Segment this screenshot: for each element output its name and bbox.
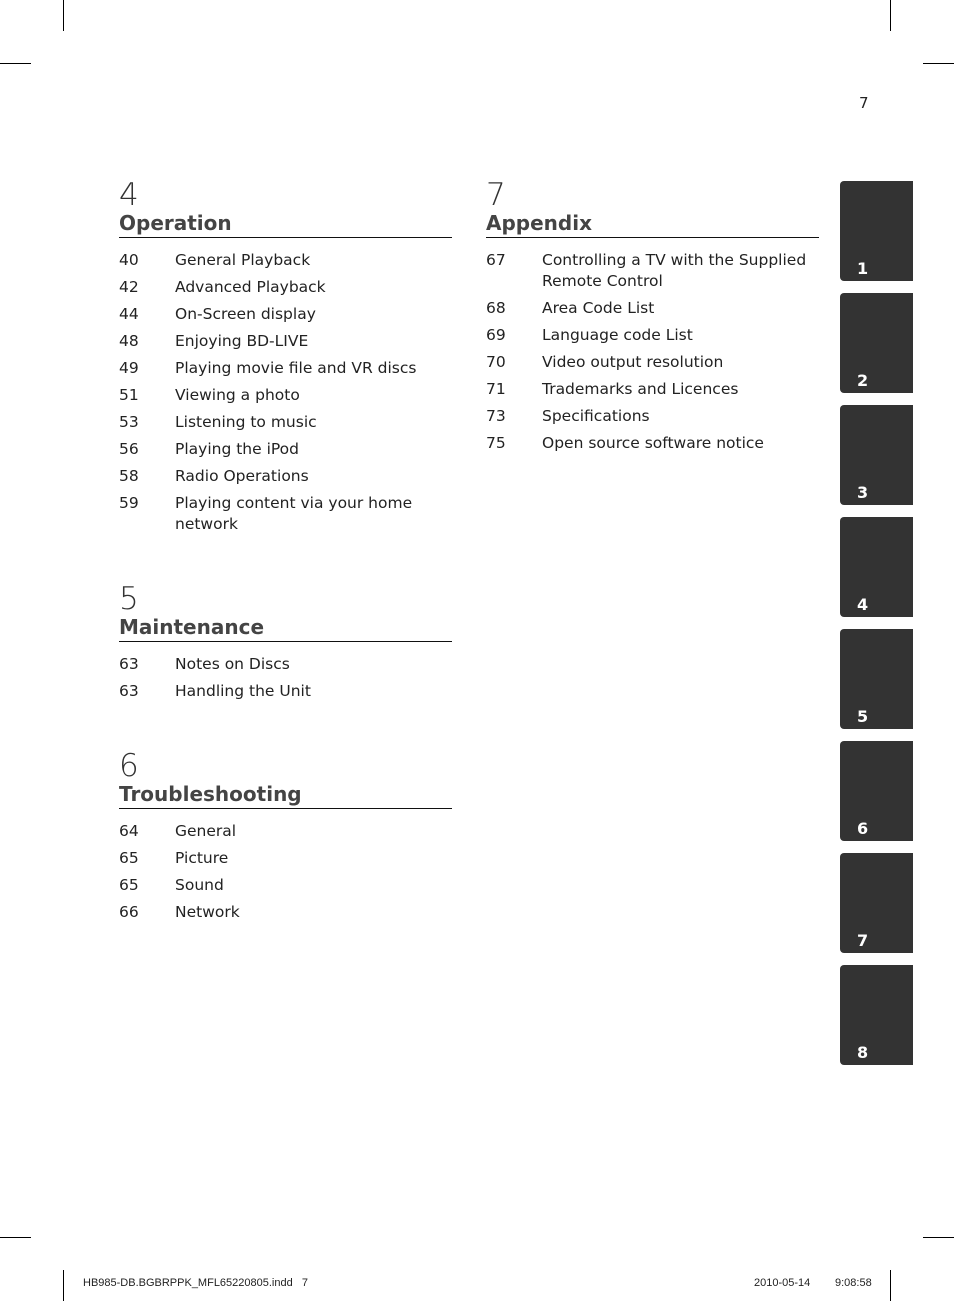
toc-entry[interactable]: [119, 277, 452, 298]
toc-entry-title: Specifications: [542, 407, 650, 425]
toc-entry-title: Playing the iPod: [175, 440, 300, 458]
chapter-tab-label: 8: [857, 1043, 869, 1062]
toc-entry-title: Area Code List: [542, 299, 655, 317]
toc-entry[interactable]: [486, 250, 819, 292]
toc-section-appendix: [486, 177, 819, 460]
toc-entry[interactable]: [119, 466, 452, 487]
toc-entry-page: 49: [119, 359, 139, 377]
toc-entry-page: 73: [486, 407, 506, 425]
toc-entry[interactable]: [119, 358, 452, 379]
toc-entry-title: Handling the Unit: [175, 682, 311, 700]
chapter-tab-label: 7: [857, 931, 869, 950]
toc-entry[interactable]: [119, 331, 452, 352]
crop-mark: [63, 0, 64, 31]
toc-entry-page: 58: [119, 467, 139, 485]
toc-entry-title: Playing movie file and VR discs: [175, 359, 417, 377]
toc-entry-title: Playing content via your home network: [175, 494, 413, 533]
toc-entry-title: On-Screen display: [175, 305, 316, 323]
toc-entry-page: 71: [486, 380, 506, 398]
toc-entry-title: Network: [175, 903, 240, 921]
toc-entry-page: 68: [486, 299, 506, 317]
toc-entry-title: Listening to music: [175, 413, 317, 431]
toc-entry-page: 67: [486, 251, 506, 269]
toc-entry[interactable]: [119, 412, 452, 433]
toc-section-maintenance: [119, 581, 452, 708]
toc-entry-page: 63: [119, 682, 139, 700]
section-title: Appendix: [486, 210, 819, 238]
chapter-tab-label: 1: [857, 259, 869, 278]
chapter-tab-6[interactable]: [840, 741, 913, 841]
section-title: Troubleshooting: [119, 781, 452, 809]
section-number: 7: [486, 177, 506, 213]
crop-mark: [0, 63, 31, 64]
toc-entry-title: Radio Operations: [175, 467, 309, 485]
toc-section-troubleshooting: [119, 748, 452, 929]
crop-mark: [63, 1270, 64, 1301]
toc-entry-page: 63: [119, 655, 139, 673]
toc-entry[interactable]: [119, 848, 452, 869]
chapter-tab-label: 4: [857, 595, 869, 614]
toc-entry[interactable]: [119, 385, 452, 406]
toc-section-operation: [119, 177, 452, 541]
toc-entry-title: Advanced Playback: [175, 278, 326, 296]
crop-mark: [923, 1237, 954, 1238]
toc-entry-page: 75: [486, 434, 506, 452]
toc-entry[interactable]: [486, 325, 819, 346]
chapter-tab-label: 5: [857, 707, 869, 726]
toc-entry-title: Viewing a photo: [175, 386, 300, 404]
crop-mark: [0, 1237, 31, 1238]
footer-filename: HB985-DB.BGBRPPK_MFL65220805.indd 7: [83, 1277, 309, 1289]
toc-entry-page: 69: [486, 326, 506, 344]
toc-entry-title: Open source software notice: [542, 434, 764, 452]
page-number: 7: [859, 94, 869, 112]
toc-entry-page: 65: [119, 876, 139, 894]
toc-entry[interactable]: [486, 379, 819, 400]
toc-entry-title: Enjoying BD-LIVE: [175, 332, 309, 350]
toc-entry-page: 66: [119, 903, 139, 921]
section-number: 5: [119, 581, 139, 617]
toc-entry-title: Notes on Discs: [175, 655, 290, 673]
chapter-tab-3[interactable]: [840, 405, 913, 505]
toc-entry-title: General Playback: [175, 251, 311, 269]
toc-entry-page: 70: [486, 353, 506, 371]
toc-entry-title: Language code List: [542, 326, 693, 344]
footer-date: 2010-05-14: [754, 1277, 811, 1289]
chapter-tab-5[interactable]: [840, 629, 913, 729]
chapter-tab-4[interactable]: [840, 517, 913, 617]
crop-mark: [890, 0, 891, 31]
toc-entry-page: 59: [119, 494, 139, 512]
toc-entry[interactable]: [119, 493, 452, 535]
chapter-tab-7[interactable]: [840, 853, 913, 953]
toc-entry[interactable]: [119, 250, 452, 271]
toc-entry-page: 56: [119, 440, 139, 458]
toc-entry-page: 65: [119, 849, 139, 867]
section-title: Maintenance: [119, 614, 452, 642]
toc-entry-title: Video output resolution: [542, 353, 724, 371]
toc-entry[interactable]: [119, 439, 452, 460]
toc-entry-page: 48: [119, 332, 139, 350]
toc-entry[interactable]: [119, 681, 452, 702]
footer-time: 9:08:58: [835, 1277, 872, 1289]
toc-entry-title: General: [175, 822, 237, 840]
section-number: 4: [119, 177, 139, 213]
toc-entry[interactable]: [486, 433, 819, 454]
toc-entry[interactable]: [486, 352, 819, 373]
toc-entry[interactable]: [119, 654, 452, 675]
toc-entry[interactable]: [486, 298, 819, 319]
toc-entry-title: Sound: [175, 876, 224, 894]
crop-mark: [890, 1270, 891, 1301]
chapter-tab-8[interactable]: [840, 965, 913, 1065]
crop-mark: [923, 63, 954, 64]
section-number: 6: [119, 748, 139, 784]
toc-entry-page: 42: [119, 278, 139, 296]
toc-entry-page: 64: [119, 822, 139, 840]
section-title: Operation: [119, 210, 452, 238]
chapter-tab-label: 3: [857, 483, 869, 502]
toc-entry[interactable]: [486, 406, 819, 427]
toc-entry-title: Picture: [175, 849, 229, 867]
chapter-tab-2[interactable]: [840, 293, 913, 393]
chapter-tab-label: 2: [857, 371, 869, 390]
chapter-tab-1[interactable]: [840, 181, 913, 281]
toc-entry[interactable]: [119, 821, 452, 842]
toc-entry-title: Controlling a TV with the Supplied Remote Control: [542, 251, 807, 290]
toc-entry-page: 53: [119, 413, 139, 431]
toc-entry[interactable]: [119, 304, 452, 325]
chapter-tabs: [840, 181, 913, 1077]
toc-entry-page: 44: [119, 305, 139, 323]
toc-entry[interactable]: [119, 875, 452, 896]
toc-entry-title: Trademarks and Licences: [542, 380, 739, 398]
toc-entry-page: 40: [119, 251, 139, 269]
toc-entry[interactable]: [119, 902, 452, 923]
toc-entry-page: 51: [119, 386, 139, 404]
chapter-tab-label: 6: [857, 819, 869, 838]
